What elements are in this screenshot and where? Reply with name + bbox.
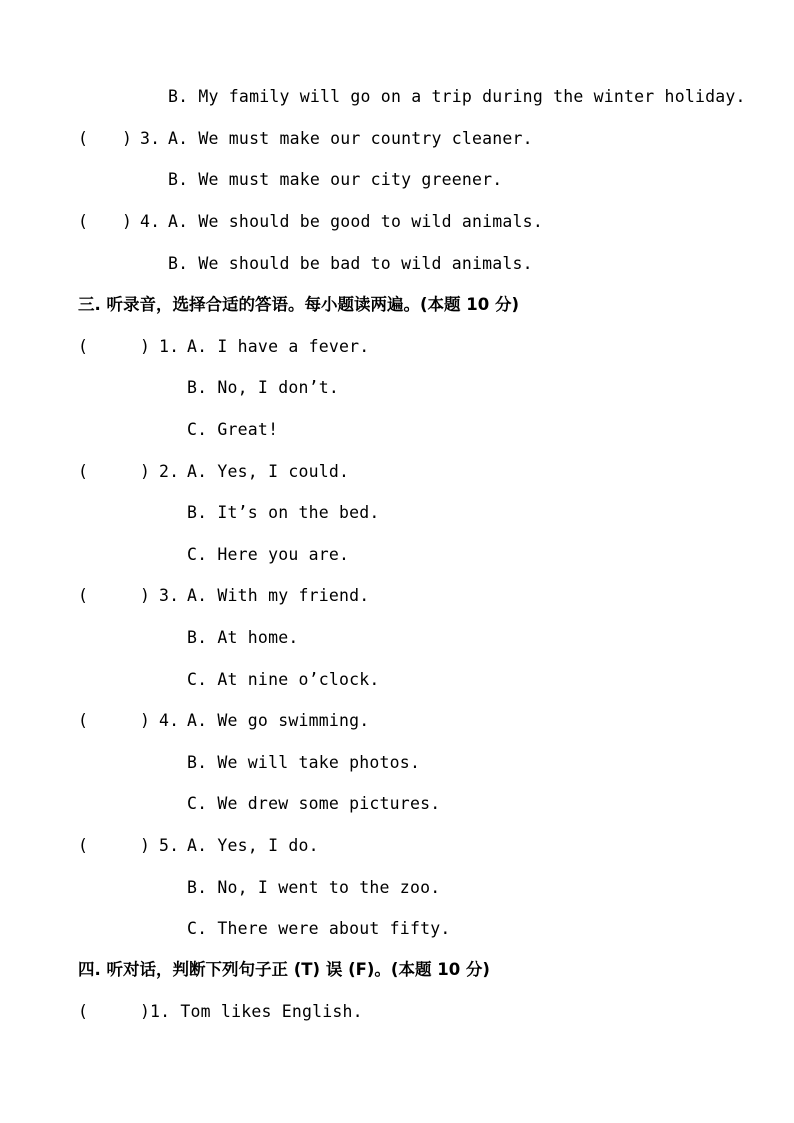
question-number: 3. xyxy=(159,586,180,605)
answer-paren-open: ( xyxy=(78,462,89,481)
answer-paren-open: ( xyxy=(78,1002,89,1021)
answer-paren-open: ( xyxy=(78,711,89,730)
option-a: A. We must make our country cleaner. xyxy=(168,129,533,148)
question-number: 5. xyxy=(159,836,180,855)
answer-paren-close: ) xyxy=(140,586,151,605)
option-b: B. We should be bad to wild animals. xyxy=(168,254,533,273)
answer-paren-open: ( xyxy=(78,586,89,605)
option-a: A. We go swimming. xyxy=(187,711,370,730)
statement-text: 1. Tom likes English. xyxy=(150,1002,363,1021)
option-b: B. It’s on the bed. xyxy=(187,503,380,522)
option-c: C. There were about fifty. xyxy=(187,919,451,938)
option-a: A. Yes, I could. xyxy=(187,462,350,481)
option-a: A. We should be good to wild animals. xyxy=(168,212,543,231)
section-heading: 四. 听对话，判断下列句子正 (T) 误 (F)。(本题 10 分) xyxy=(78,960,490,979)
question-number: 4. xyxy=(159,711,180,730)
option-b: B. We will take photos. xyxy=(187,753,421,772)
question-number: 4. xyxy=(140,212,161,231)
answer-paren-close: ) xyxy=(122,129,133,148)
question-number: 2. xyxy=(159,462,180,481)
option-b: B. At home. xyxy=(187,628,299,647)
answer-paren-close: ) xyxy=(140,836,151,855)
option-c: C. At nine o’clock. xyxy=(187,670,380,689)
section-heading: 三. 听录音，选择合适的答语。每小题读两遍。(本题 10 分) xyxy=(78,295,520,314)
answer-paren-close: ) xyxy=(122,212,133,231)
option-a: A. Yes, I do. xyxy=(187,836,319,855)
question-number: 1. xyxy=(159,337,180,356)
question-number: 3. xyxy=(140,129,161,148)
option-b: B. No, I went to the zoo. xyxy=(187,878,441,897)
answer-paren-open: ( xyxy=(78,212,89,231)
answer-paren-open: ( xyxy=(78,129,89,148)
option-b: B. No, I don’t. xyxy=(187,378,340,397)
option-b: B. My family will go on a trip during the winter holiday. xyxy=(168,87,746,106)
answer-paren-close: ) xyxy=(140,462,151,481)
option-c: C. Great! xyxy=(187,420,279,439)
answer-paren-open: ( xyxy=(78,836,89,855)
option-c: C. We drew some pictures. xyxy=(187,794,441,813)
answer-paren-close: ) xyxy=(140,1002,151,1021)
answer-paren-open: ( xyxy=(78,337,89,356)
option-a: A. I have a fever. xyxy=(187,337,370,356)
answer-paren-close: ) xyxy=(140,711,151,730)
option-c: C. Here you are. xyxy=(187,545,350,564)
answer-paren-close: ) xyxy=(140,337,151,356)
option-b: B. We must make our city greener. xyxy=(168,170,503,189)
option-a: A. With my friend. xyxy=(187,586,370,605)
